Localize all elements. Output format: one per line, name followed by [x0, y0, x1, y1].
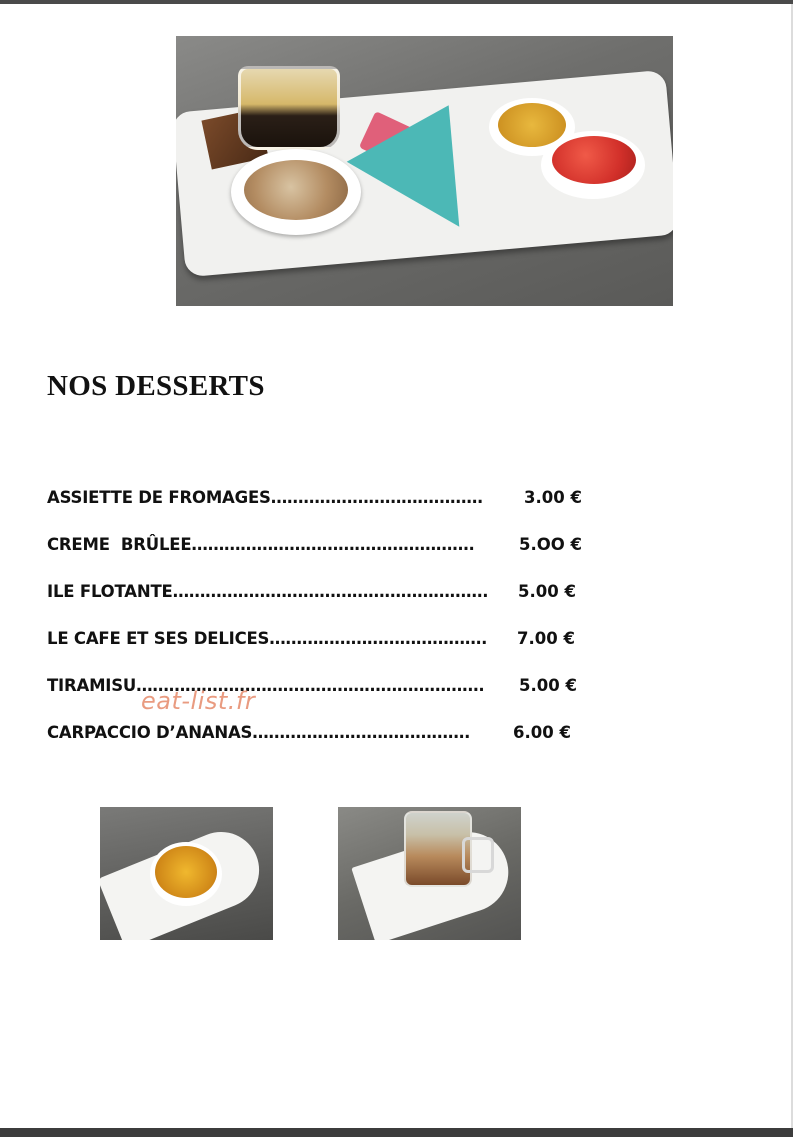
menu-item — [47, 723, 607, 749]
item-price: 7.00 € — [517, 629, 575, 648]
menu-item — [47, 629, 607, 655]
item-name: LE CAFE ET SES DELICES…………………………………. — [47, 629, 488, 648]
jar-dessert-photo — [338, 807, 521, 940]
jar-clip — [462, 837, 494, 873]
strawberries — [552, 136, 636, 184]
menu-item — [47, 676, 607, 702]
dessert-tray-photo — [176, 36, 673, 306]
item-price: 5.OO € — [519, 535, 583, 554]
item-price: 5.00 € — [519, 676, 577, 695]
item-name: ASSIETTE DE FROMAGES………………………………… — [47, 488, 483, 507]
item-price: 5.00 € — [518, 582, 576, 601]
page-title: NOS DESSERTS — [47, 370, 265, 402]
menu-page — [0, 4, 793, 1128]
menu-item — [47, 488, 607, 514]
watermark: eat-list.fr — [141, 687, 256, 715]
page-bottom-edge — [0, 1128, 793, 1137]
item-price: 3.00 € — [524, 488, 582, 507]
menu-item — [47, 535, 607, 561]
coffee-glass — [238, 66, 340, 150]
menu-item — [47, 582, 607, 608]
brulee-top — [155, 846, 217, 898]
creme-brulee-photo — [100, 807, 273, 940]
item-name: CARPACCIO D’ANANAS…………………………………. — [47, 723, 471, 742]
item-name: TIRAMISU………………………………………………………. — [47, 676, 485, 695]
item-name: ILE FLOTANTE…………………………………………………. — [47, 582, 489, 601]
item-name: CREME BRÛLEE……………………………………………. — [47, 535, 475, 554]
item-price: 6.00 € — [513, 723, 571, 742]
tiramisu-cream — [244, 160, 348, 220]
